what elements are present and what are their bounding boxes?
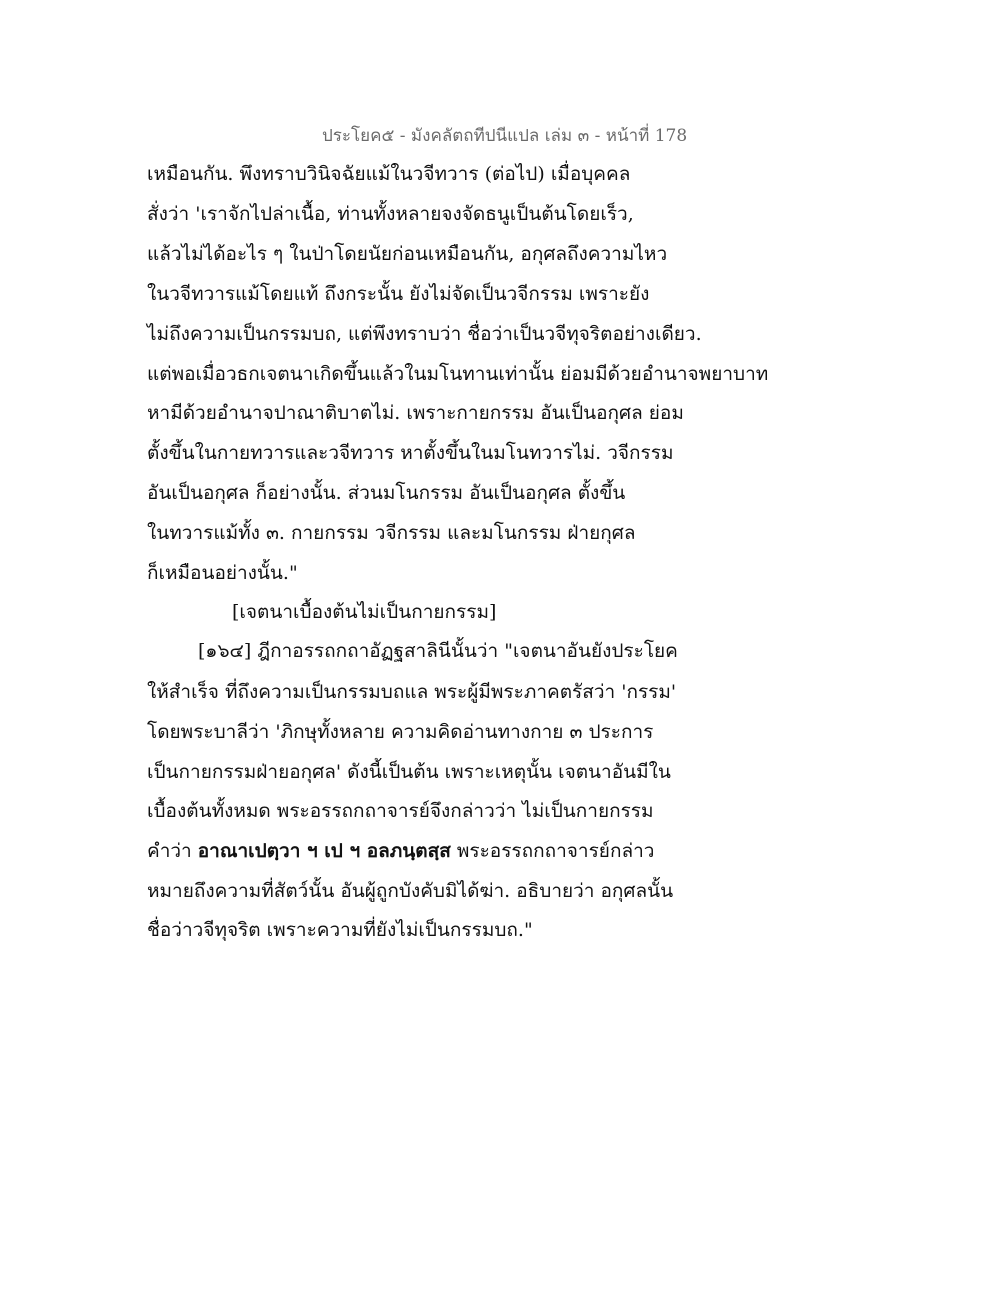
text-line: ในทวารแม้ทั้ง ๓. กายกรรม วจีกรรม และมโนกรรม ฝ่ายกุศล (147, 522, 636, 544)
section-heading: [เจตนาเบื้องต้นไม่เป็นกายกรรม] (232, 601, 497, 623)
text-line: [๑๖๔] ฎีกาอรรถกถาอัฏฐสาลินีนั้นว่า "เจตนาอันยังประโยค (198, 640, 678, 662)
text-line: ไม่ถึงความเป็นกรรมบถ, แต่พึงทราบว่า ชื่อว่าเป็นวจีทุจริตอย่างเดียว. (147, 323, 702, 345)
text-line: เป็นกายกรรมฝ่ายอกุศล' ดังนี้เป็นต้น เพราะเหตุนั้น เจตนาอันมีใน (147, 761, 671, 783)
text-line: อันเป็นอกุศล ก็อย่างนั้น. ส่วนมโนกรรม อันเป็นอกุศล ตั้งขึ้น (147, 482, 626, 504)
text-line: หามีด้วยอำนาจปาณาติบาตไม่. เพราะกายกรรม อันเป็นอกุศล ย่อม (147, 402, 684, 424)
text-line: ตั้งขึ้นในกายทวารและวจีทวาร หาตั้งขึ้นในมโนทวารไม่. วจีกรรม (147, 442, 674, 464)
text-line-with-pali-term (147, 837, 654, 865)
text-line: ในวจีทวารแม้โดยแท้ ถึงกระนั้น ยังไม่จัดเป็นวจีกรรม เพราะยัง (147, 283, 650, 305)
text-run: คำว่า (147, 840, 198, 862)
running-head: ประโยค๕ - มังคลัตถทีปนีแปล เล่ม ๓ - หน้าที่ 178 (322, 126, 688, 146)
text-line: ก็เหมือนอย่างนั้น." (147, 562, 298, 584)
text-line: สั่งว่า 'เราจักไปล่าเนื้อ, ท่านทั้งหลายจงจัดธนูเป็นต้นโดยเร็ว, (147, 203, 634, 225)
text-line: แต่พอเมื่อวธกเจตนาเกิดขึ้นแล้วในมโนทานเท่านั้น ย่อมมีด้วยอำนาจพยาบาท (147, 363, 769, 385)
pali-term: อาณาเปตฺวา ฯ เป ฯ อลภนฺตสฺส (197, 840, 451, 862)
text-line: เหมือนกัน. พึงทราบวินิจฉัยแม้ในวจีทวาร (ต่อไป) เมื่อบุคคล (147, 163, 631, 185)
text-line: หมายถึงความที่สัตว์นั้น อันผู้ถูกบังคับมิได้ฆ่า. อธิบายว่า อกุศลนั้น (147, 880, 674, 902)
text-line: เบื้องต้นทั้งหมด พระอรรถกถาจารย์จึงกล่าวว่า ไม่เป็นกายกรรม (147, 800, 654, 822)
text-run: พระอรรถกถาจารย์กล่าว (450, 840, 655, 862)
text-line: แล้วไม่ได้อะไร ๆ ในป่าโดยนัยก่อนเหมือนกัน, อกุศลถึงความไหว (147, 243, 668, 265)
text-line: โดยพระบาลีว่า 'ภิกษุทั้งหลาย ความคิดอ่านทางกาย ๓ ประการ (147, 721, 654, 743)
text-line: ให้สำเร็จ ที่ถึงความเป็นกรรมบถแล พระผู้มีพระภาคตรัสว่า 'กรรม' (147, 681, 677, 703)
text-line: ชื่อว่าวจีทุจริต เพราะความที่ยังไม่เป็นกรรมบถ." (147, 919, 533, 941)
